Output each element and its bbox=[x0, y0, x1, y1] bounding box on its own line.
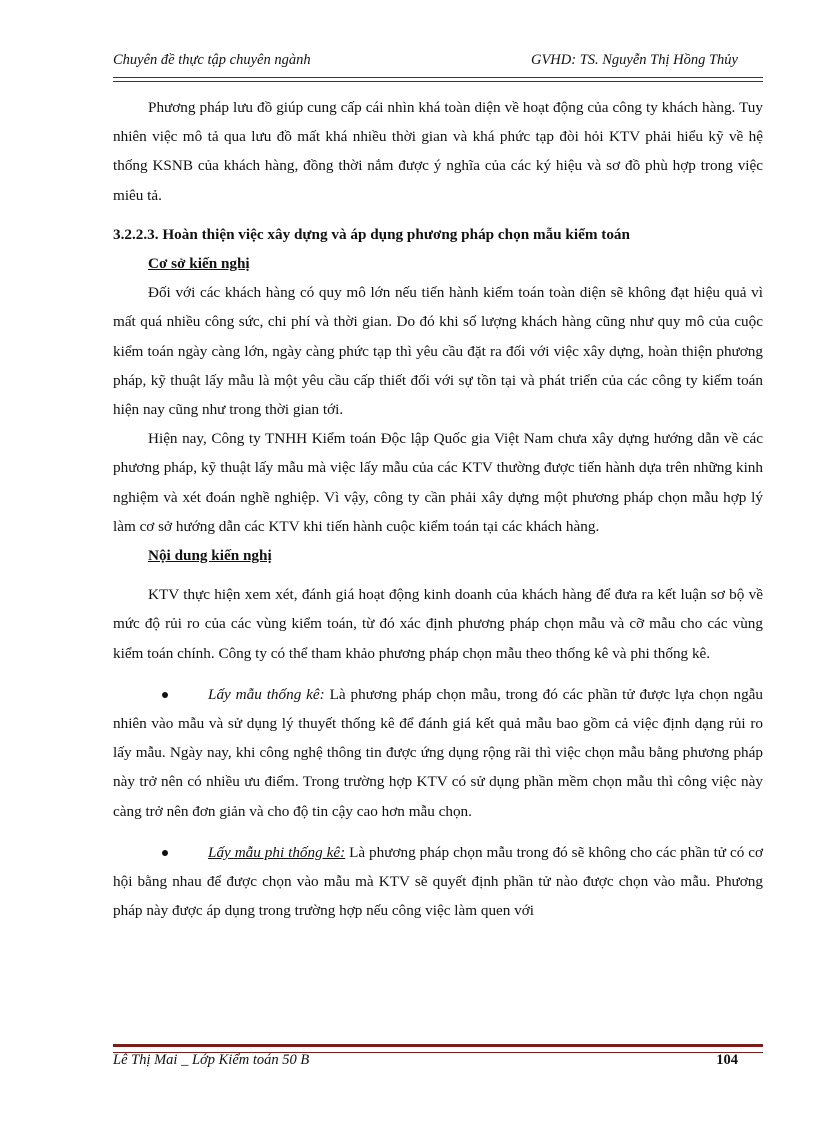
paragraph-intro: Phương pháp lưu đồ giúp cung cấp cái nhìn khá toàn diện về hoạt động của công ty khách hàng. Tuy nhiên việc mô tả qua lưu đồ mất khá nhiều thời gian và khá phức tạp đòi hỏi KTV phải hiểu kỹ về hệ thống KSNB của khách hàng, đồng thời nắm được ý nghĩa của các ký hiệu và sơ đồ phù hợp trong việc miêu tả. bbox=[113, 99, 763, 204]
header-topic: Chuyên đề thực tập chuyên ngành bbox=[113, 52, 311, 68]
bullet-icon bbox=[162, 692, 168, 698]
paragraph-basis-1: Đối với các khách hàng có quy mô lớn nếu tiến hành kiểm toán toàn diện sẽ không đạt hiệu quả vì mất quá nhiều công sức, chi phí và thời gian. Do đó khi số lượng khách hàng cũng như quy mô của cuộc kiểm toán ngày càng lớn, ngày càng phức tạp thì yêu cầu đặt ra đối với việc xây dựng, hoàn thiện phương pháp, kỹ thuật lấy mẫu là một yêu cầu cấp thiết đối với sự tồn tại và phát triển của các công ty kiểm toán hiện nay cũng như trong thời gian tới. bbox=[113, 284, 763, 419]
page-header bbox=[113, 52, 738, 76]
bullet-statistical-sampling bbox=[113, 680, 763, 826]
bullet-icon bbox=[162, 850, 168, 856]
bullet-non-statistical-sampling bbox=[113, 838, 763, 926]
footer-author: Lê Thị Mai _ Lớp Kiểm toán 50 B bbox=[113, 1052, 310, 1068]
page-body bbox=[113, 93, 763, 925]
page-footer bbox=[113, 1052, 738, 1076]
term-non-statistical: Lấy mẫu phi thống kê: bbox=[208, 843, 346, 861]
term-statistical: Lấy mẫu thống kê: bbox=[208, 685, 325, 703]
paragraph-basis-2: Hiện nay, Công ty TNHH Kiểm toán Độc lập Quốc gia Việt Nam chưa xây dựng hướng dẫn về các phương pháp, kỹ thuật lấy mẫu mà việc lấy mẫu của các KTV thường được tiến hành dựa trên những kinh nghiệm và xét đoán nghề nghiệp. Vì vậy, công ty cần phải xây dựng một phương pháp chọn mẫu hợp lý làm cơ sở hướng dẫn các KTV khi tiến hành cuộc kiểm toán tại các khách hàng. bbox=[113, 430, 763, 535]
subheading-content: Nội dung kiến nghị bbox=[148, 547, 272, 565]
paragraph-content: KTV thực hiện xem xét, đánh giá hoạt động kinh doanh của khách hàng để đưa ra kết luận sơ bộ về mức độ rủi ro của các vùng kiểm toán, từ đó xác định phương pháp chọn mẫu và cỡ mẫu cho các vùng kiểm toán chính. Công ty có thể tham khảo phương pháp chọn mẫu theo thống kê và phi thống kê. bbox=[113, 586, 763, 662]
header-rule bbox=[113, 77, 763, 82]
subheading-basis: Cơ sở kiến nghị bbox=[148, 255, 250, 273]
section-heading: 3.2.2.3. Hoàn thiện việc xây dựng và áp dụng phương pháp chọn mẫu kiểm toán bbox=[113, 225, 630, 243]
bullet-1-text: Là phương pháp chọn mẫu, trong đó các phần tử được lựa chọn ngẫu nhiên vào mẫu và sử dụng lý thuyết thống kê để đánh giá kết quả mẫu bao gồm cả việc định dạng rủi ro lấy mẫu. Ngày nay, khi công nghệ thông tin được ứng dụng rộng rãi thì việc chọn mẫu bằng phương pháp này trở nên có nhiều ưu điểm. Trong trường hợp KTV có sử dụng phần mềm chọn mẫu thì công việc này càng trở nên đơn giản và cho độ tin cậy cao hơn mẫu chọn. bbox=[113, 685, 763, 820]
page-number: 104 bbox=[716, 1052, 738, 1068]
header-advisor: GVHD: TS. Nguyễn Thị Hồng Thủy bbox=[530, 52, 738, 68]
bullet-2-text: Là phương pháp chọn mẫu trong đó sẽ không cho các phần tử có cơ hội bằng nhau để được chọn vào mẫu mà KTV sẽ quyết định phần tử nào được chọn vào mẫu. Phương pháp này được áp dụng trong trường hợp nếu công việc làm quen với bbox=[113, 843, 763, 920]
